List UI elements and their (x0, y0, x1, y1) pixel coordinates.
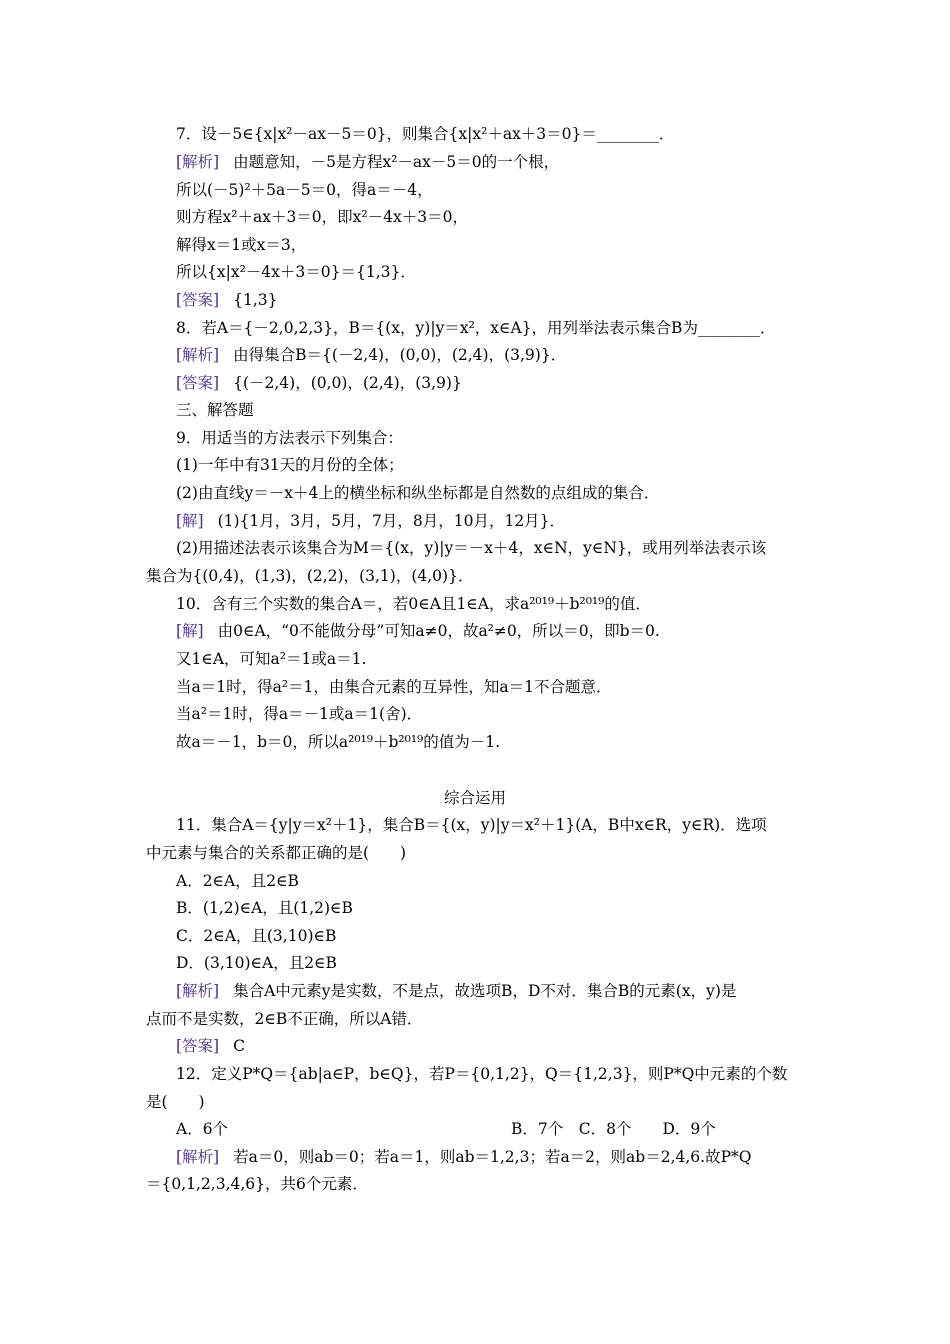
answer-text: {(－2,4)，(0,0)，(2,4)，(3,9)} (233, 374, 462, 392)
solution-line (176, 621, 660, 641)
solution-line: 当a²＝1时，得a＝－1或a＝1(舍)． (176, 705, 423, 723)
answer-tag: [答案] (176, 291, 220, 309)
solution-tag: [解] (176, 622, 204, 640)
section-title: 综合运用 (443, 789, 506, 807)
answer-line (176, 1036, 245, 1056)
question-10: 10．含有三个实数的集合A＝，若0∈A且1∈A，求a²⁰¹⁹＋b²⁰¹⁹的值． (176, 595, 651, 613)
analysis-line: 点而不是实数，2∈B不正确，所以A错． (146, 1010, 423, 1028)
answer-line (176, 290, 277, 310)
answer-line (176, 373, 462, 393)
analysis-tag: [解析] (176, 1148, 220, 1166)
question-9-part-2: (2)由直线y＝－x＋4上的横坐标和纵坐标都是自然数的点组成的集合． (176, 484, 660, 502)
analysis-line: 所以{x|x²－4x＋3＝0}＝{1,3}． (176, 263, 416, 281)
question-12: 12．定义P*Q＝{ab|a∈P，b∈Q}，若P＝{0,1,2}，Q＝{1,2,3}，则P*Q中元素的个数 (176, 1065, 788, 1083)
question-11: 11．集合A＝{y|y＝x²＋1}，集合B＝{(x，y)|y＝x²＋1}(A，B中x∈R，y∈R)．选项 (176, 816, 767, 834)
question-11-cont: 中元素与集合的关系都正确的是( ) (146, 844, 407, 862)
option-d: D．(3,10)∈A，且2∈B (176, 954, 337, 972)
answer-text: {1,3} (233, 291, 278, 309)
solution-tag: [解] (176, 512, 204, 530)
answer-text: C (233, 1037, 245, 1055)
answer-tag: [答案] (176, 374, 220, 392)
question-9-part-1: (1)一年中有31天的月份的全体； (176, 456, 404, 474)
answer-tag: [答案] (176, 1037, 220, 1055)
solution-line: 集合为{(0,4)，(1,3)，(2,2)，(3,1)，(4,0)}． (146, 567, 474, 585)
options-b-c-d: B．7个 C．8个 D．9个 (511, 1120, 716, 1138)
analysis-tag: [解析] (176, 346, 220, 364)
section-heading: 三、解答题 (176, 401, 254, 419)
option-a: A．6个 (176, 1120, 229, 1138)
analysis-line (176, 981, 736, 1001)
option-b: B．(1,2)∈A，且(1,2)∈B (176, 899, 353, 917)
analysis-line (176, 152, 559, 172)
question-7: 7．设－5∈{x|x²－ax－5＝0}，则集合{x|x²＋ax＋3＝0}＝________． (176, 125, 675, 143)
analysis-line (176, 1147, 751, 1167)
analysis-text: 由题意知，－5是方程x²－ax－5＝0的一个根， (233, 153, 560, 171)
analysis-line: 所以(－5)²＋5a－5＝0，得a＝－4， (176, 181, 433, 199)
analysis-text: 集合A中元素y是实数，不是点，故选项B，D不对．集合B的元素(x，y)是 (233, 982, 737, 1000)
solution-line: 又1∈A，可知a²＝1或a＝1. (176, 650, 367, 668)
question-8: 8．若A＝{－2,0,2,3}，B＝{(x，y)|y＝x²，x∈A}，用列举法表示集合B为________． (176, 319, 776, 337)
solution-line: (2)用描述法表示该集合为M＝{(x，y)|y＝－x＋4，x∈N，y∈N}，或用列举法表示该 (176, 539, 767, 557)
analysis-text: 由得集合B＝{(－2,4)，(0,0)，(2,4)，(3,9)}． (233, 346, 567, 364)
analysis-tag: [解析] (176, 982, 220, 1000)
solution-line: 故a＝－1，b＝0，所以a²⁰¹⁹＋b²⁰¹⁹的值为－1. (176, 733, 501, 751)
solution-line (176, 511, 565, 531)
option-c: C．2∈A，且(3,10)∈B (176, 927, 337, 945)
option-a: A．2∈A，且2∈B (176, 872, 299, 890)
analysis-text: 若a＝0，则ab＝0；若a＝1，则ab＝1,2,3；若a＝2，则ab＝2,4,6.故P*Q (233, 1148, 752, 1166)
question-9: 9．用适当的方法表示下列集合： (176, 429, 403, 447)
analysis-line (176, 345, 566, 365)
solution-text: (1){1月，3月，5月，7月，8月，10月，12月}． (217, 512, 566, 530)
question-12-cont: 是( ) (146, 1093, 205, 1111)
solution-line: 当a＝1时，得a²＝1，由集合元素的互异性，知a＝1不合题意． (176, 678, 612, 696)
analysis-tag: [解析] (176, 153, 220, 171)
analysis-line: ＝{0,1,2,3,4,6}，共6个元素． (146, 1175, 368, 1193)
solution-text: 由0∈A，“0不能做分母”可知a≠0，故a²≠0，所以＝0，即b＝0. (217, 622, 660, 640)
analysis-line: 则方程x²＋ax＋3＝0，即x²－4x＋3＝0， (176, 208, 468, 226)
analysis-line: 解得x＝1或x＝3， (176, 236, 307, 254)
